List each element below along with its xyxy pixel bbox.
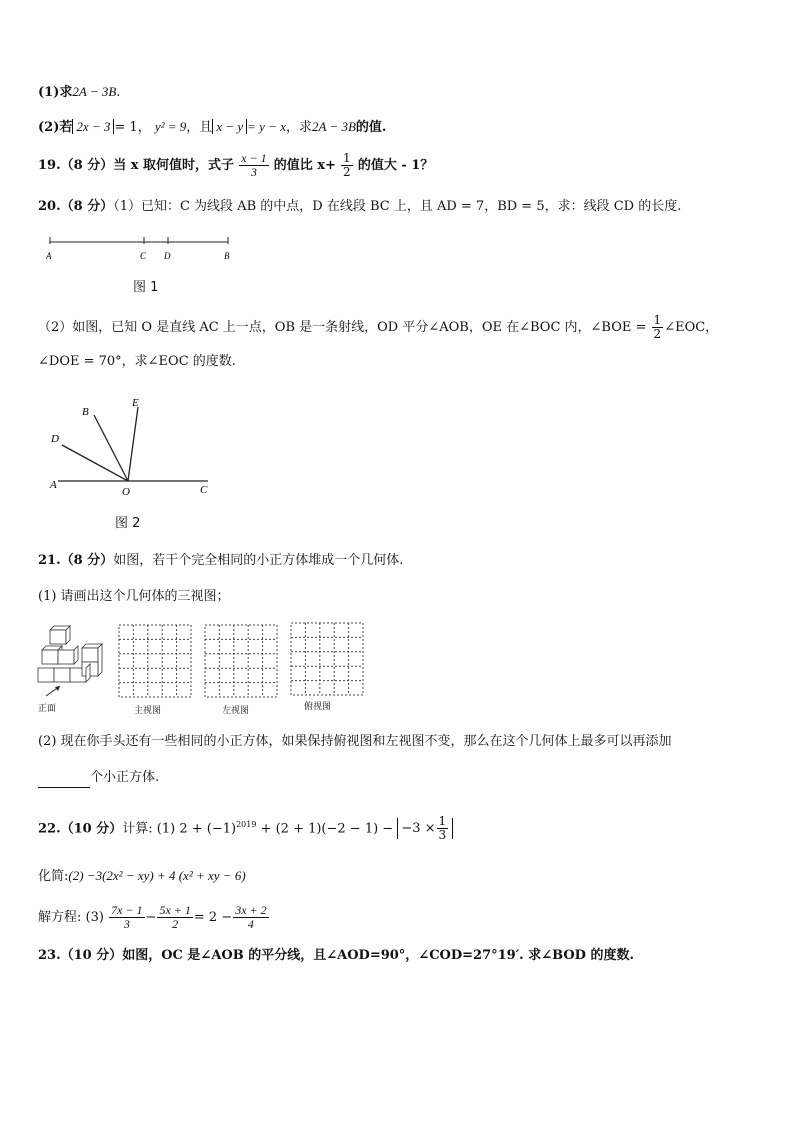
q20-part1 [38,197,681,217]
fig2-caption: 图 2 [115,516,141,531]
q18-part2-eq3: = y − x [247,119,286,134]
q19-text2: 的值比 x+ [273,158,336,173]
q22-solve-minus: − [145,910,157,925]
q20-part2-b: ∠EOC， [664,320,719,335]
fig2-label-a: A [50,479,57,491]
q19 [38,152,433,179]
q22-label: 22.（10 分） [38,821,123,837]
front-label: 正面 [38,704,57,714]
q21-part2-tail: 个小正方体. [90,770,160,785]
grid-front-view[interactable] [118,624,192,698]
q18-part2-abs: 2x − 3 [72,119,114,134]
q20-label: 20.（8 分） [38,199,114,214]
q20-text: （1）已知：C 为线段 AB 的中点，D 在线段 BC 上，且 AD = 7，BD = 5，求：线段 CD 的长度. [113,199,682,214]
q18-part2-abs2: x − y [212,119,247,134]
q18-part2-mid: ，且 [186,120,213,135]
q19-label: 19.（8 分） [38,158,114,173]
q21 [38,551,403,571]
q18-part1-expr: 2A − 3B [72,84,117,99]
q22-calc [38,815,453,842]
fig2-label-b: B [82,406,89,418]
q18-part2-prefix: (2)若 [38,120,73,135]
q19-text1: 当 x 取何值时，式子 [113,158,235,173]
q22-solve-frac3: $\frac{3x + 2}{4}$ [235,903,267,931]
q18-part2-end: ，求 [285,120,312,135]
q23-label: 23.（10 分） [38,948,123,963]
q19-frac1: $\frac{x - 1}{3}$ [241,151,267,179]
q21-label: 21.（8 分） [38,553,114,568]
cube-stack-figure [36,624,108,698]
q20-part2-c: ∠DOE = 70°，求∠EOC 的度数. [38,354,236,369]
q20-part2-line1 [38,314,718,341]
q21-part2: (2) 现在你手头还有一些相同的小正方体，如果保持俯视图和左视图不变，那么在这个几何体上最多可以再添加 [38,734,672,749]
answer-blank[interactable] [38,773,90,788]
q22-calc-expr-a: (1) 2 + (−1) [156,821,237,837]
q22-calc-exp: 2019 [236,820,257,829]
q22-solve-frac2: $\frac{5x + 1}{2}$ [159,903,191,931]
fig2-label-e: E [132,397,139,409]
q21-part1: (1) 请画出这个几何体的三视图； [38,589,230,604]
q22-simp-prefix: 化简: [38,869,69,884]
figure-1-segment [40,232,240,268]
q21-part2-answer [38,768,159,788]
q22-solve-prefix: 解方程: [38,910,82,925]
q22-solve-eq: = 2 − [193,910,233,925]
q22-calc-abs: −3 × $\frac{1}{3}$ [397,818,453,839]
q22-simp-expr: (2) −3(2x² − xy) + 4 (x² + xy − 6) [68,868,246,883]
q18-part1 [38,82,120,103]
fig2-label-o: O [122,486,130,498]
fig2-label-c: C [200,484,208,496]
q18-part1-prefix: (1)求 [38,85,73,100]
q22-solve-frac1: $\frac{7x - 1}{3}$ [111,903,143,931]
q19-text3: 的值大 - 1？ [357,158,434,173]
grid-top-view[interactable] [290,622,364,696]
q22-solve [38,904,270,931]
q20-part2-a: （2）如图，已知 O 是直线 AC 上一点，OB 是一条射线，OD 平分∠AOB，OE 在∠BOC 内，∠BOE = [38,320,647,335]
grid-left-view[interactable] [204,624,278,698]
fig1-label-b: B [224,251,230,261]
front-view-label: 主视图 [134,706,162,716]
q20-part2-frac: $\frac{1}{2}$ [653,313,662,341]
q18-part1-end: . [116,85,121,100]
q22-simplify [38,866,246,887]
q22-calc-prefix: 计算: [122,821,153,837]
q18-part2 [38,117,386,138]
q18-part2-tail: 的值. [355,120,387,135]
figure-2-angles [40,395,220,500]
fig1-label-d: D [164,251,171,261]
q23-text: 如图，OC 是∠AOB 的平分线，且∠AOD=90°，∠COD=27°19′. 求∠BOD 的度数. [122,948,634,963]
fig1-caption: 图 1 [133,280,159,295]
fig1-label-a: A [46,251,52,261]
fig2-label-d: D [51,433,59,445]
q20-part2-line2 [38,352,236,372]
fig1-label-c: C [140,251,147,261]
top-view-label: 俯视图 [304,702,332,712]
q18-part2-eq2: y² = 9 [154,119,187,134]
q23 [38,946,634,966]
q22-solve-a: (3) [85,910,104,925]
q18-part2-eq1: = 1， [114,120,151,135]
q19-frac2: $\frac{1}{2}$ [343,151,351,179]
q21-text: 如图，若干个完全相同的小正方体堆成一个几何体. [113,553,404,568]
q22-calc-expr-b: + (2 + 1)(−2 − 1) − [260,821,394,837]
left-view-label: 左视图 [222,706,250,716]
q18-part2-expr: 2A − 3B [311,119,356,134]
